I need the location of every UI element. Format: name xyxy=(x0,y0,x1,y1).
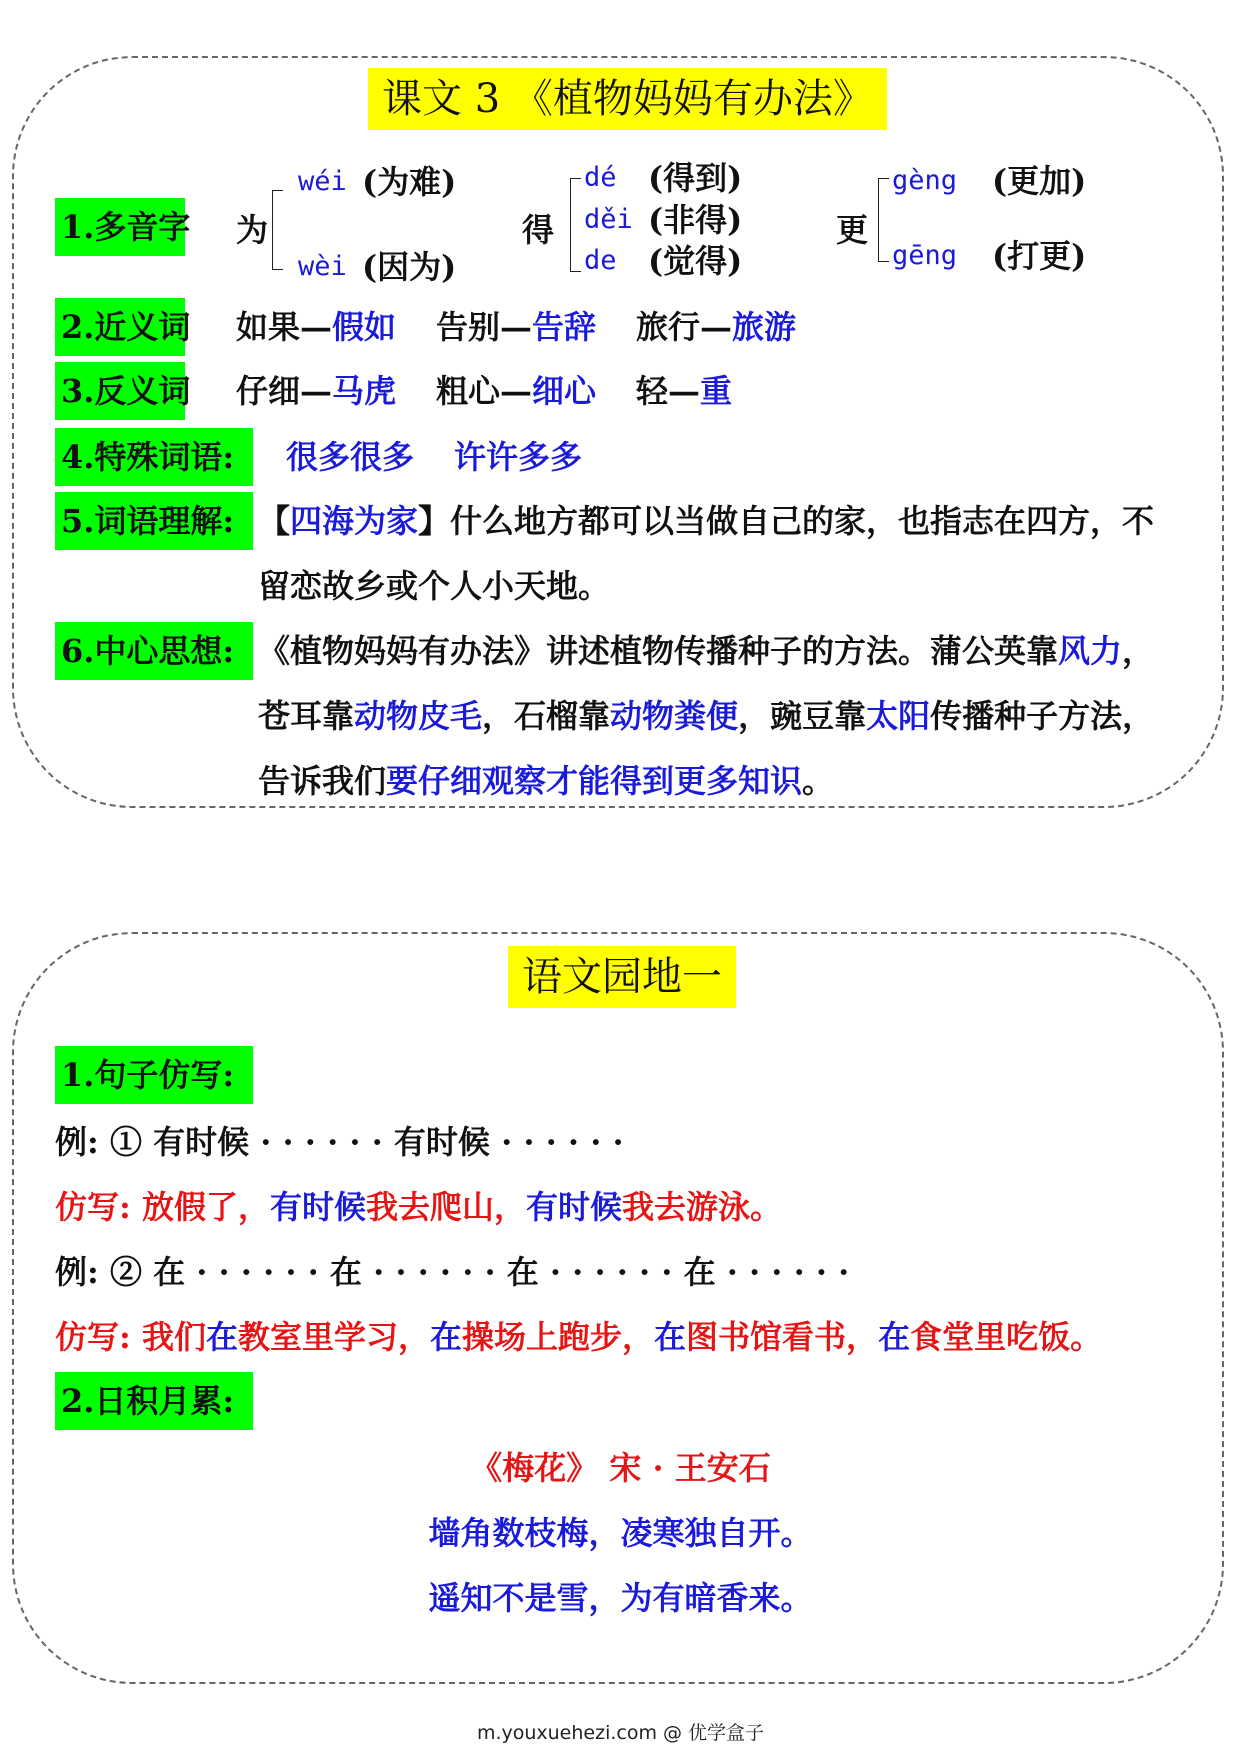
pinyin-wei2: wéi xyxy=(298,166,347,197)
poem-title: 《梅花》 宋 · 王安石 xyxy=(470,1449,771,1487)
pinyin-de: de xyxy=(584,245,617,276)
antonym-pair: 轻—重 xyxy=(636,372,733,410)
pinyin-geng1: gēng xyxy=(892,240,958,271)
word-meaning-label: 5.词语理解: xyxy=(55,492,253,550)
word-yinwei: (因为) xyxy=(362,248,457,286)
word-meaning-line2: 留恋故乡或个人小天地。 xyxy=(258,567,611,605)
garden-card xyxy=(12,932,1224,1684)
word-weinan: (为难) xyxy=(362,163,457,201)
synonyms-label: 2.近义词 xyxy=(55,298,185,356)
word-meaning-line1: 【四海为家】什么地方都可以当做自己的家，也指志在四方，不 xyxy=(258,502,1155,540)
imitation-label: 1.句子仿写: xyxy=(55,1046,253,1104)
antonyms-label: 3.反义词 xyxy=(55,362,185,420)
word-dedao: (得到) xyxy=(648,159,743,197)
polyphone-char-geng: 更 xyxy=(836,211,869,249)
word-feidei: (非得) xyxy=(648,201,743,239)
footer-watermark: m.youxuehezi.com @ 优学盒子 xyxy=(476,1722,765,1744)
garden-title: 语文园地一 xyxy=(508,946,736,1008)
pinyin-dei3: děi xyxy=(584,204,633,235)
central-idea-line2: 苍耳靠动物皮毛，石榴靠动物粪便，豌豆靠太阳传播种子方法， xyxy=(258,697,1155,735)
answer-2: 仿写: 我们在教室里学习，在操场上跑步，在图书馆看书，在食堂里吃饭。 xyxy=(55,1318,1103,1356)
central-idea-line1: 《植物妈妈有办法》讲述植物传播种子的方法。蒲公英靠风力， xyxy=(258,632,1155,670)
poem-line-2: 遥知不是雪，为有暗香来。 xyxy=(428,1579,813,1617)
central-idea-line3: 告诉我们要仔细观察才能得到更多知识。 xyxy=(258,762,835,800)
lesson-title: 课文 3 《植物妈妈有办法》 xyxy=(368,68,887,130)
poem-line-1: 墙角数枝梅，凌寒独自开。 xyxy=(428,1514,813,1552)
polyphone-label: 1.多音字 xyxy=(55,198,185,256)
pinyin-geng4: gèng xyxy=(892,165,958,196)
antonym-pair: 仔细—马虎 xyxy=(236,372,397,410)
answer-1: 仿写: 放假了，有时候我去爬山，有时候我去游泳。 xyxy=(55,1188,783,1226)
brace-de xyxy=(570,178,581,272)
synonym-pair: 旅行—旅游 xyxy=(636,308,797,346)
word-gengjia: (更加) xyxy=(992,162,1087,200)
polyphone-char-wei: 为 xyxy=(236,211,269,249)
synonym-pair: 如果—假如 xyxy=(236,308,397,346)
special-word: 许许多多 xyxy=(454,438,583,476)
word-juede: (觉得) xyxy=(648,242,743,280)
brace-geng xyxy=(878,178,889,262)
antonym-pair: 粗心—细心 xyxy=(436,372,597,410)
synonym-pair: 告别—告辞 xyxy=(436,308,597,346)
pinyin-de2: dé xyxy=(584,162,617,193)
accumulation-label: 2.日积月累: xyxy=(55,1372,253,1430)
brace-wei xyxy=(272,190,283,270)
pinyin-wei4: wèi xyxy=(298,251,347,282)
example-1: 例: ① 有时候 · · · · · · 有时候 · · · · · · xyxy=(55,1123,624,1161)
special-word: 很多很多 xyxy=(286,438,415,476)
central-idea-label: 6.中心思想: xyxy=(55,622,253,680)
special-words-label: 4.特殊词语: xyxy=(55,428,253,486)
word-dageng: (打更) xyxy=(992,237,1087,275)
example-2: 例: ② 在 · · · · · · 在 · · · · · · 在 · · · · · · 在 · · · · · · xyxy=(55,1253,850,1291)
polyphone-char-de: 得 xyxy=(522,211,555,249)
